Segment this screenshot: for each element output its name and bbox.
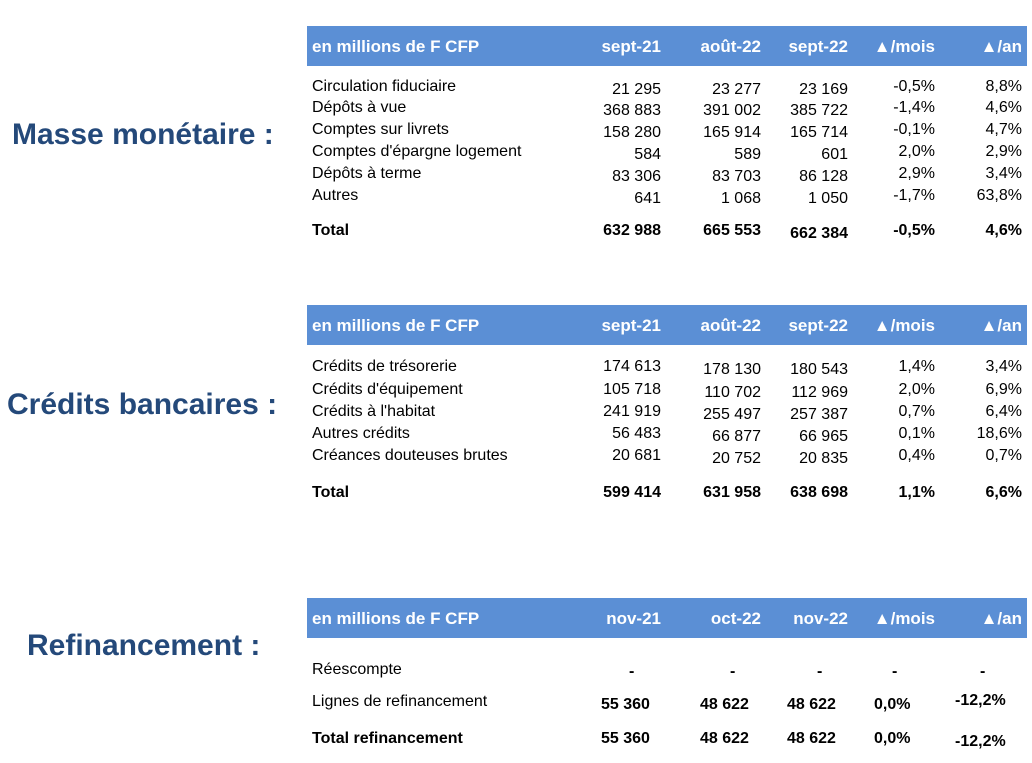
table-row <box>307 693 1027 715</box>
row-label: Crédits d'équipement <box>312 381 463 398</box>
row-value: 641 <box>634 190 661 207</box>
row-value: - <box>629 663 635 680</box>
row-value: 601 <box>821 146 848 163</box>
total-row <box>307 484 1027 506</box>
total-row <box>307 222 1027 244</box>
row-value: -12,2% <box>955 692 1006 709</box>
header-unit: en millions de F CFP <box>312 316 480 335</box>
row-value: 0,4% <box>898 447 935 464</box>
row-value: 56 483 <box>612 425 661 442</box>
row-value: 368 883 <box>603 102 661 119</box>
table-row <box>307 99 1027 121</box>
row-label: Comptes sur livrets <box>312 121 449 138</box>
row-value: 83 306 <box>612 168 661 185</box>
row-value: -1,4% <box>893 99 935 116</box>
row-value: - <box>892 663 898 680</box>
row-value: 105 718 <box>603 381 661 398</box>
row-value: 0,7% <box>898 403 935 420</box>
row-value: 1,4% <box>898 358 935 375</box>
row-label: Circulation fiduciaire <box>312 78 457 95</box>
table-row <box>307 143 1027 165</box>
row-value: 6,9% <box>985 381 1022 398</box>
row-value: 385 722 <box>790 102 848 119</box>
row-value: 2,9% <box>898 165 935 182</box>
row-value: 4,7% <box>985 121 1022 138</box>
row-value: 48 622 <box>700 696 749 713</box>
total-value: 1,1% <box>898 484 935 501</box>
row-value: 0,7% <box>985 447 1022 464</box>
section-title-masse-monetaire: Masse monétaire : <box>12 118 274 151</box>
table-masse-monetaire <box>307 26 1027 256</box>
total-value: -12,2% <box>955 733 1006 750</box>
header-col-1: sept-21 <box>601 316 661 335</box>
header-unit: en millions de F CFP <box>312 609 480 628</box>
row-value: 241 919 <box>603 403 661 420</box>
total-value: 4,6% <box>985 222 1022 239</box>
table-row <box>307 661 1027 683</box>
total-value: 55 360 <box>601 730 650 747</box>
row-label: Crédits à l'habitat <box>312 403 436 420</box>
total-row <box>307 730 1027 752</box>
table-header <box>307 26 1027 66</box>
row-label: Comptes d'épargne logement <box>312 143 522 160</box>
section-title-refinancement: Refinancement : <box>27 629 261 662</box>
row-value: 1 050 <box>807 190 848 207</box>
table-row <box>307 187 1027 209</box>
row-value: 0,1% <box>898 425 935 442</box>
row-value: 165 914 <box>703 124 761 141</box>
total-label: Total refinancement <box>312 730 463 747</box>
row-value: 2,0% <box>898 143 935 160</box>
total-value: 631 958 <box>703 484 761 501</box>
row-value: 20 752 <box>712 450 761 467</box>
row-value: 18,6% <box>976 425 1022 442</box>
table-refinancement <box>307 598 1027 758</box>
total-value: 662 384 <box>790 225 848 242</box>
row-value: 0,0% <box>874 696 911 713</box>
total-value: 638 698 <box>790 484 848 501</box>
row-label: Créances douteuses brutes <box>312 447 508 464</box>
total-value: 48 622 <box>700 730 749 747</box>
row-value: 589 <box>734 146 761 163</box>
table-row <box>307 447 1027 469</box>
row-value: 584 <box>634 146 661 163</box>
row-value: -1,7% <box>893 187 935 204</box>
row-value: 66 877 <box>712 428 761 445</box>
row-value: 165 714 <box>790 124 848 141</box>
row-value: 257 387 <box>790 406 848 423</box>
row-value: -0,5% <box>893 78 935 95</box>
total-value: 48 622 <box>787 730 836 747</box>
row-value: 178 130 <box>703 361 761 378</box>
header-col-monthly-change: ▲/mois <box>873 609 935 628</box>
section-title-credits-bancaires: Crédits bancaires : <box>7 388 278 421</box>
row-value: 174 613 <box>603 358 661 375</box>
total-value: 6,6% <box>985 484 1022 501</box>
row-label: Crédits de trésorerie <box>312 358 457 375</box>
total-value: 599 414 <box>603 484 661 501</box>
table-row <box>307 381 1027 403</box>
row-value: 21 295 <box>612 81 661 98</box>
row-label: Réescompte <box>312 661 402 678</box>
row-label: Dépôts à terme <box>312 165 422 182</box>
row-value: - <box>980 663 986 680</box>
row-value: 23 169 <box>799 81 848 98</box>
table-header <box>307 598 1027 638</box>
row-value: 20 835 <box>799 450 848 467</box>
row-value: 6,4% <box>985 403 1022 420</box>
header-col-2: août-22 <box>700 316 761 335</box>
total-value: -0,5% <box>893 222 935 239</box>
row-value: 55 360 <box>601 696 650 713</box>
total-value: 0,0% <box>874 730 911 747</box>
row-value: 255 497 <box>703 406 761 423</box>
table-row <box>307 425 1027 447</box>
table-row <box>307 358 1027 380</box>
total-value: 632 988 <box>603 222 661 239</box>
row-value: 63,8% <box>976 187 1022 204</box>
row-value: 2,0% <box>898 381 935 398</box>
row-label: Autres <box>312 187 359 204</box>
table-credits-bancaires <box>307 305 1027 515</box>
row-value: 391 002 <box>703 102 761 119</box>
row-value: - <box>730 663 736 680</box>
header-col-1: nov-21 <box>606 609 661 628</box>
header-col-yearly-change: ▲/an <box>980 37 1022 56</box>
row-value: 48 622 <box>787 696 836 713</box>
row-value: 20 681 <box>612 447 661 464</box>
table-row <box>307 78 1027 100</box>
header-col-3: nov-22 <box>793 609 848 628</box>
row-value: 2,9% <box>985 143 1022 160</box>
row-value: 66 965 <box>799 428 848 445</box>
table-row <box>307 165 1027 187</box>
row-value: -0,1% <box>893 121 935 138</box>
row-label: Lignes de refinancement <box>312 693 488 710</box>
header-col-3: sept-22 <box>788 316 848 335</box>
header-unit: en millions de F CFP <box>312 37 480 56</box>
row-value: 86 128 <box>799 168 848 185</box>
total-label: Total <box>312 484 350 501</box>
total-label: Total <box>312 222 350 239</box>
row-value: 180 543 <box>790 361 848 378</box>
row-value: 23 277 <box>712 81 761 98</box>
row-value: 158 280 <box>603 124 661 141</box>
row-value: 110 702 <box>704 384 761 401</box>
row-value: - <box>817 663 823 680</box>
table-row <box>307 403 1027 425</box>
header-col-2: août-22 <box>700 37 761 56</box>
header-col-yearly-change: ▲/an <box>980 316 1022 335</box>
row-label: Autres crédits <box>312 425 410 442</box>
row-value: 1 068 <box>720 190 761 207</box>
row-label: Dépôts à vue <box>312 99 407 116</box>
header-col-2: oct-22 <box>710 609 761 628</box>
row-value: 3,4% <box>985 358 1022 375</box>
row-value: 3,4% <box>985 165 1022 182</box>
header-col-3: sept-22 <box>788 37 848 56</box>
table-header <box>307 305 1027 345</box>
table-row <box>307 121 1027 143</box>
header-col-yearly-change: ▲/an <box>980 609 1022 628</box>
row-value: 4,6% <box>985 99 1022 116</box>
header-col-1: sept-21 <box>601 37 661 56</box>
row-value: 112 969 <box>791 384 848 401</box>
row-value: 83 703 <box>712 168 761 185</box>
header-col-monthly-change: ▲/mois <box>873 37 935 56</box>
header-col-monthly-change: ▲/mois <box>873 316 935 335</box>
row-value: 8,8% <box>985 78 1022 95</box>
total-value: 665 553 <box>703 222 761 239</box>
